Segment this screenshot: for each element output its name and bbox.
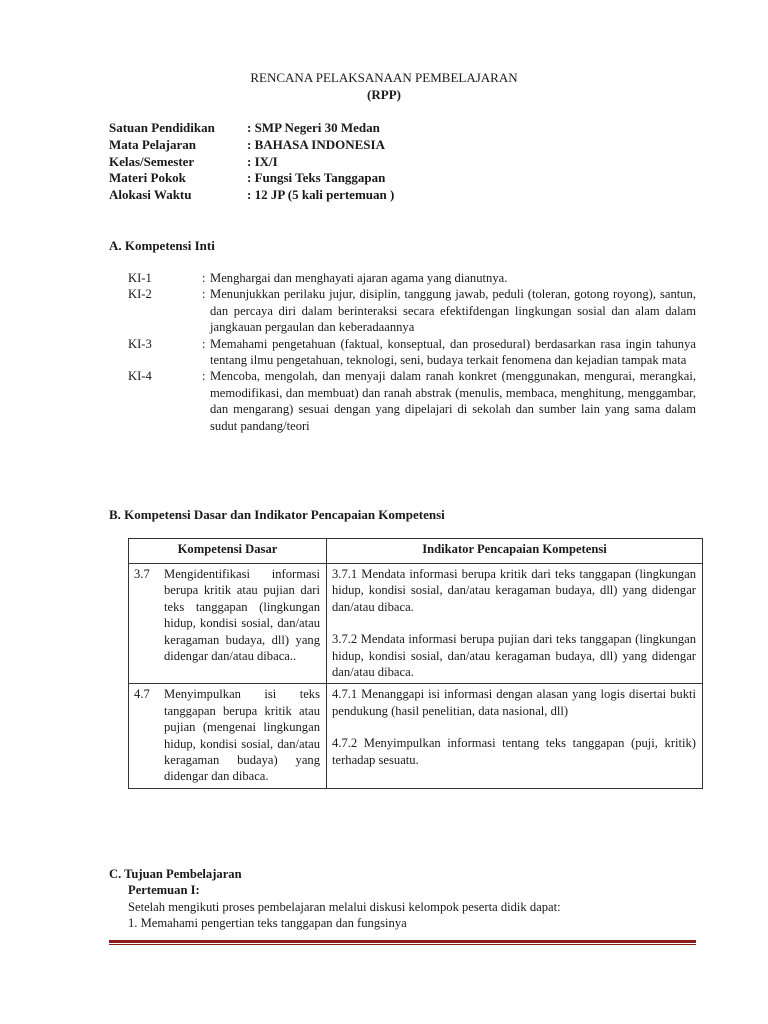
table-cell-kd [129,564,327,684]
identity-value: : 12 JP (5 kali pertemuan ) [247,187,395,203]
indicator-text: 4.7.2 Menyimpulkan informasi tentang teks tanggapan (puji, kritik) terhadap sesuatu. [332,736,696,767]
table-header-row [129,539,703,564]
table-header-indicator: Indikator Pencapaian Kompetensi [327,539,703,564]
identity-value: : BAHASA INDONESIA [247,136,385,152]
document-subtitle: (RPP) [367,87,401,102]
section-b-heading: B. Kompetensi Dasar dan Indikator Pencapaian Kompetensi [109,507,445,522]
core-competence-list [128,270,696,434]
table-cell-indicators [327,564,703,684]
identity-label: Mata Pelajaran [109,136,197,152]
list-item: 1. Memahami pengertian teks tanggapan dan fungsinya [128,916,407,931]
ki-colon: : [202,287,206,302]
learning-objectives [109,866,699,932]
table-cell-indicators [327,684,703,788]
ki-text: Menunjukkan perilaku jujur, disiplin, tanggung jawab, peduli (toleran, gotong royong), santun, dan percaya diri dalam berinteraksi secara efektifdengan lingkungan sosial dan alam dalam jangkauan pergaulan dan keberadaannya [210,287,696,335]
list-item [128,270,696,286]
identity-row-time [109,187,394,204]
identity-label: Materi Pokok [109,170,186,186]
identity-block [109,120,394,204]
section-c-heading: C. Tujuan Pembelajaran [109,867,242,881]
identity-label: Alokasi Waktu [109,187,192,203]
competence-table [128,538,703,789]
indicator-text: 3.7.1 Mendata informasi berupa kritik dari teks tanggapan (lingkungan hidup, kondisi sosial, dan/atau keragaman budaya, dll) yang didengar dan/atau dibaca. [332,567,696,614]
document-title: RENCANA PELAKSANAAN PEMBELAJARAN [250,70,518,85]
indicator-text: 3.7.2 Mendata informasi berupa pujian dari teks tanggapan (lingkungan hidup, kondisi sosial, dan/atau keragaman budaya, dll) yang didengar dan/atau dibaca. [332,632,696,680]
identity-value: : SMP Negeri 30 Medan [247,120,380,135]
kd-text: Mengidentifikasi informasi berupa kritik atau pujian dari teks tanggapan (lingkungan hidup, kondisi sosial, dan/atau keragaman budaya, dll) yang didengar dan/atau dibaca.. [164,567,320,664]
identity-label: Satuan Pendidikan [109,120,215,135]
ki-colon: : [202,369,206,384]
indicator-text: 4.7.1 Menanggapi isi informasi dengan alasan yang logis disertai bukti pendukung (hasil penelitian, data nasional, dll) [332,687,696,718]
identity-row-topic [109,170,394,187]
ki-text: Mencoba, mengolah, dan menyaji dalam ranah konkret (menggunakan, mengurai, merangkai, memodifikasi, dan membuat) dan ranah abstrak (menulis, membaca, menghitung, menggambar, dan mengarang) sesuai dengan yang dipelajari di sekolah dan sumber lain yang sama dalam sudut pandang/teori [210,369,696,433]
objectives-intro: Setelah mengikuti proses pembelajaran melalui diskusi kelompok peserta didik dapat: [128,899,561,914]
ki-text: Menghargai dan menghayati ajaran agama yang dianutnya. [210,271,508,285]
identity-value: : IX/I [247,153,278,169]
identity-row-class [109,154,394,171]
identity-row-school [109,120,394,137]
table-cell-kd [129,684,327,788]
table-header-kd: Kompetensi Dasar [129,539,327,564]
footer-divider [109,940,696,945]
table-row [129,564,703,684]
list-item [128,286,696,335]
identity-row-subject [109,137,394,154]
section-a-heading: A. Kompetensi Inti [109,238,215,253]
identity-value: : Fungsi Teks Tanggapan [247,170,386,186]
table-row [129,684,703,788]
kd-number: 4.7 [134,687,150,702]
ki-text: Memahami pengetahuan (faktual, konseptual, dan prosedural) berdasarkan rasa ingin tahunya tentang ilmu pengetahuan, teknologi, seni, budaya terkait fenomena dan kejadian tampak mata [210,336,696,368]
kd-text: Menyimpulkan isi teks tanggapan berupa kritik atau pujian (mengenai lingkungan hidup, kondisi sosial, dan/atau keragaman budaya) yang didengar dan dibaca. [164,687,320,784]
kd-number: 3.7 [134,567,150,581]
ki-code: KI-1 [128,271,152,285]
ki-code: KI-3 [128,336,152,351]
ki-colon: : [202,336,206,351]
ki-code: KI-4 [128,369,152,384]
ki-colon: : [202,271,206,285]
identity-label: Kelas/Semester [109,153,195,169]
list-item [128,336,696,369]
ki-code: KI-2 [128,287,152,302]
meeting-heading: Pertemuan I: [128,883,200,898]
list-item [128,368,696,434]
